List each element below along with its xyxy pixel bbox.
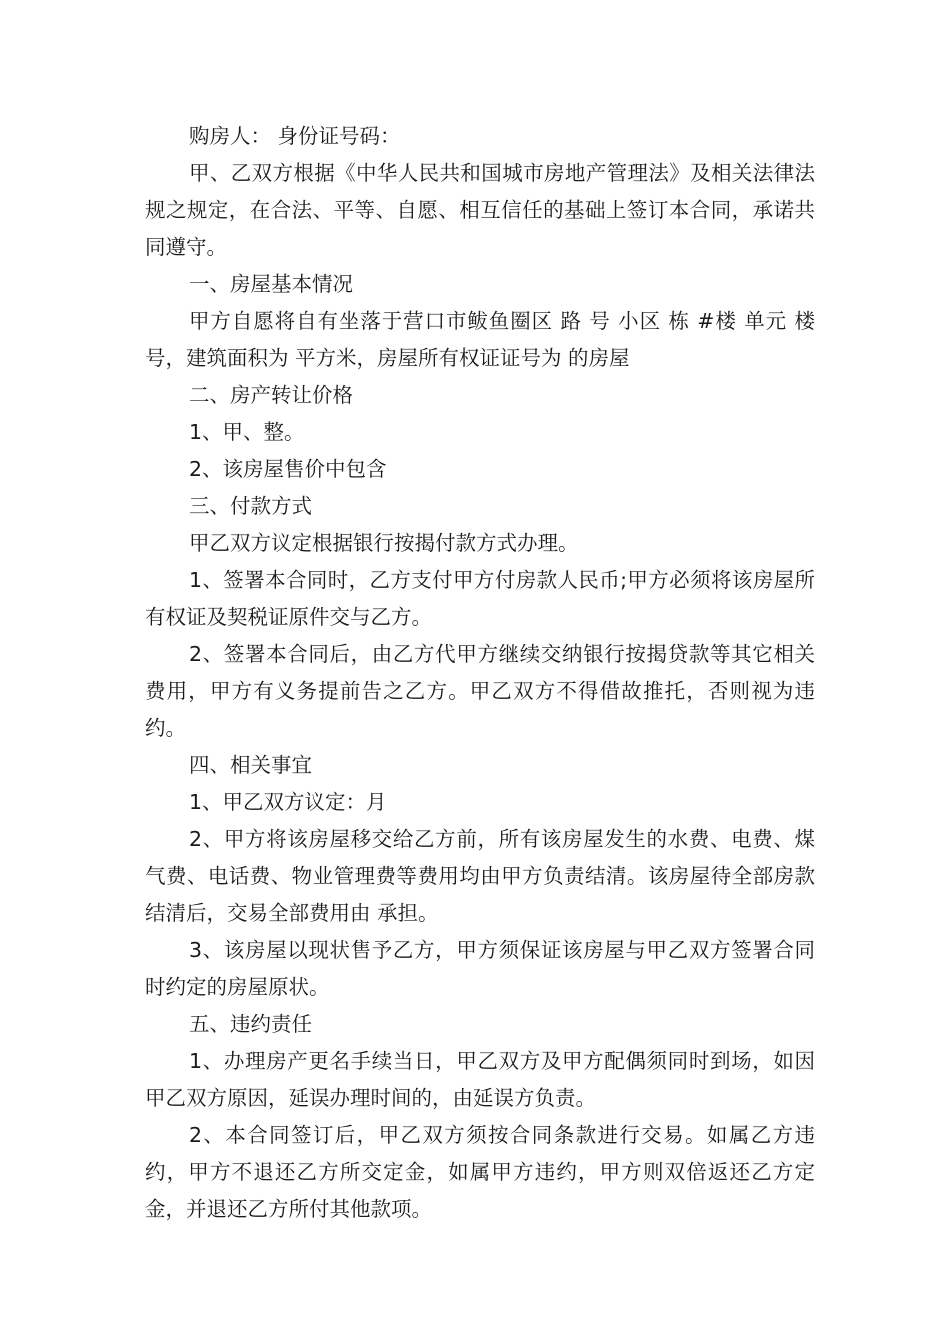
paragraph-matters-2: 2、甲方将该房屋移交给乙方前，所有该房屋发生的水费、电费、煤气费、电话费、物业管理费等费用均由甲方负责结清。该房屋待全部房款结清后，交易全部费用由 承担。 (145, 827, 815, 925)
document-body (145, 118, 815, 1228)
heading-section-3: 三、付款方式 (189, 494, 312, 518)
paragraph-payment-2: 2、签署本合同后，由乙方代甲方继续交纳银行按揭贷款等其它相关费用，甲方有义务提前告之乙方。甲乙双方不得借故推托，否则视为违约。 (145, 642, 815, 740)
heading-section-5: 五、违约责任 (189, 1012, 312, 1036)
paragraph-breach-1: 1、办理房产更名手续当日，甲乙双方及甲方配偶须同时到场，如因甲乙双方原因，延误办理时间的，由延误方负责。 (145, 1049, 815, 1110)
heading-section-2: 二、房产转让价格 (189, 383, 353, 407)
paragraph-payment-1: 1、签署本合同时，乙方支付甲方付房款人民币;甲方必须将该房屋所有权证及契税证原件交与乙方。 (145, 568, 815, 629)
paragraph-house-info: 甲方自愿将自有坐落于营口市鲅鱼圈区 路 号 小区 栋 #楼 单元 楼 号，建筑面积为 平方米，房屋所有权证证号为 的房屋 (145, 309, 815, 370)
paragraph-price-1: 1、甲、整。 (189, 420, 305, 444)
paragraph-matters-1: 1、甲乙双方议定：月 (189, 790, 387, 814)
paragraph-breach-2: 2、本合同签订后，甲乙双方须按合同条款进行交易。如属乙方违约，甲方不退还乙方所交定金，如属甲方违约，甲方则双倍返还乙方定金，并退还乙方所付其他款项。 (145, 1123, 815, 1221)
paragraph-payment-method: 甲乙双方议定根据银行按揭付款方式办理。 (189, 531, 579, 555)
heading-section-1: 一、房屋基本情况 (189, 272, 353, 296)
paragraph-matters-3: 3、该房屋以现状售予乙方，甲方须保证该房屋与甲乙双方签署合同时约定的房屋原状。 (145, 938, 815, 999)
paragraph-price-2: 2、该房屋售价中包含 (189, 457, 387, 481)
heading-section-4: 四、相关事宜 (189, 753, 312, 777)
paragraph-preamble: 甲、乙双方根据《中华人民共和国城市房地产管理法》及相关法律法规之规定，在合法、平等、自愿、相互信任的基础上签订本合同，承诺共同遵守。 (145, 161, 815, 259)
paragraph-buyer-info: 购房人： 身份证号码： (189, 124, 401, 148)
